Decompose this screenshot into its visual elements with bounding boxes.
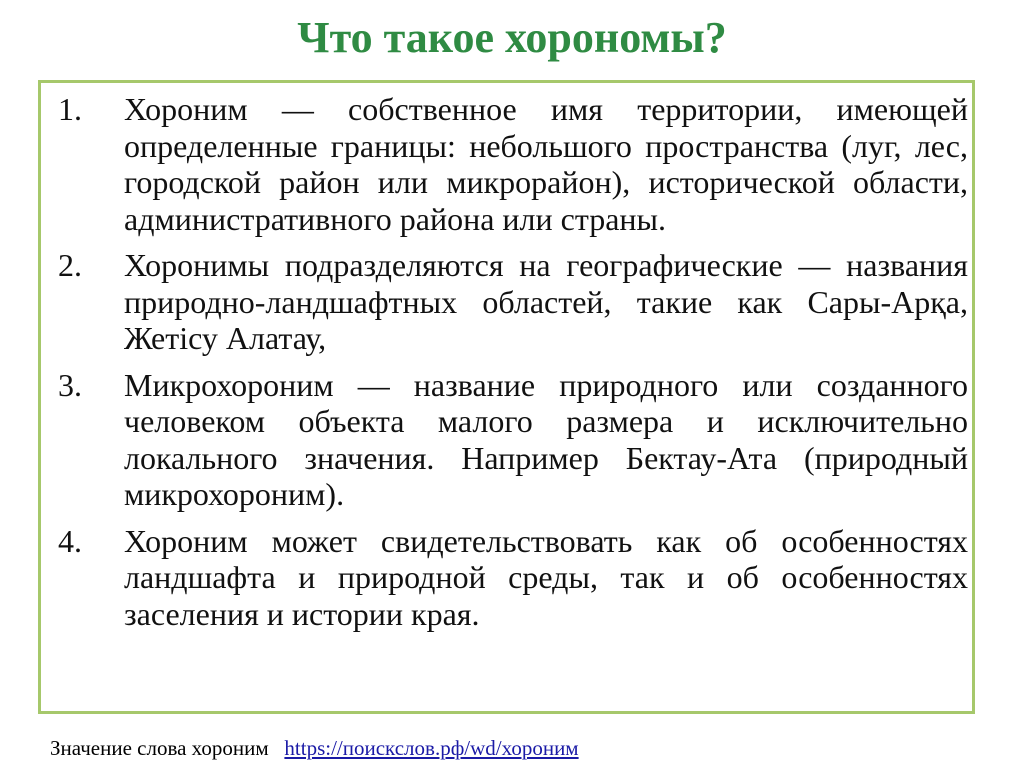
list-item-text: Хороним может свидетельствовать как об особенностях ландшафта и природной среды, так и об особенностях заселения и истории края. xyxy=(124,522,968,632)
content-box xyxy=(38,80,975,714)
list-item xyxy=(58,91,968,237)
list-item xyxy=(58,367,968,513)
source-label: Значение слова хороним xyxy=(50,736,269,760)
slide-title: Что такое хорономы? xyxy=(297,13,727,62)
list-item-number: 3. xyxy=(58,366,82,403)
list-item-text: Хоронимы подразделяются на географические — названия природно-ландшафтных областей, такие как Сары-Арқа, Жетісу Алатау, xyxy=(124,247,968,356)
list-item xyxy=(58,247,968,357)
list-item-text: Микрохороним — название природного или созданного человеком объекта малого размера и исключительно локального значения. Например Бектау-Ата (природный микрохороним). xyxy=(124,366,968,512)
source-link[interactable]: https://поискслов.рф/wd/хороним xyxy=(284,736,579,760)
list-item xyxy=(58,523,968,633)
source-line xyxy=(50,735,579,761)
list-item-number: 1. xyxy=(58,91,82,127)
list-item-text: Хороним — собственное имя территории, имеющей определенные границы: небольшого пространства (луг, лес, городской район или микрорайон), исторической области, административного района или страны. xyxy=(124,91,968,237)
list-item-number: 4. xyxy=(58,522,82,559)
definition-list xyxy=(58,91,968,642)
source-spacer xyxy=(274,736,285,760)
list-item-number: 2. xyxy=(58,247,82,283)
